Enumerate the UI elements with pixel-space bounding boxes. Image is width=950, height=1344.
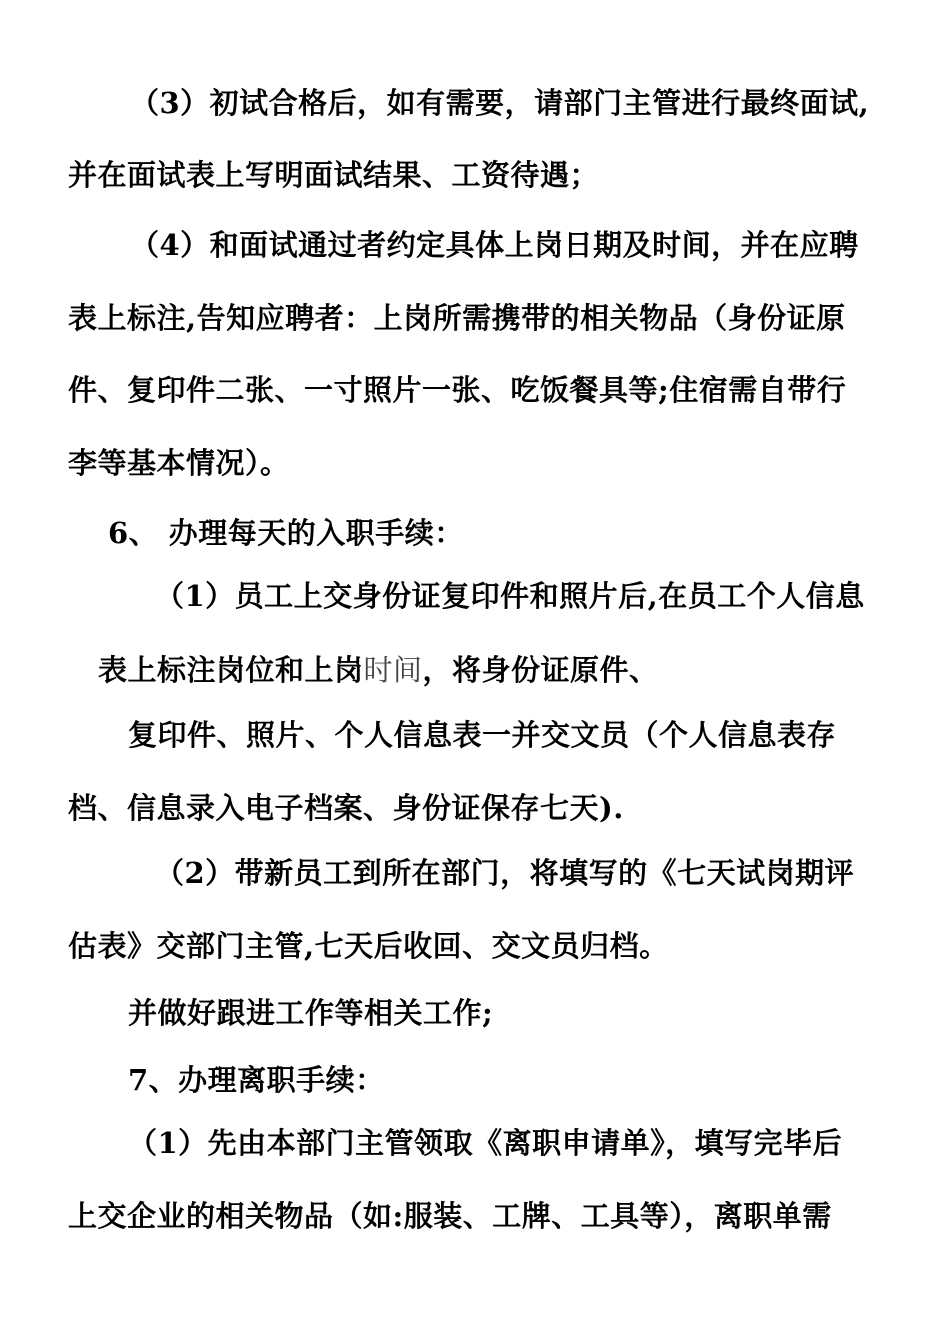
paragraph-4-line-3: 件、复印件二张、一寸照片一张、吃饭餐具等;住宿需自带行: [68, 373, 847, 407]
paragraph-4-line-4: 李等基本情况）。: [68, 446, 290, 480]
paragraph-4-line-2: 表上标注,告知应聘者：上岗所需携带的相关物品（身份证原: [68, 301, 846, 335]
section-7-item-1-line-2: 上交企业的相关物品（如:服装、工牌、工具等），离职单需: [68, 1199, 832, 1233]
line-segment-bold-tail: ，将身份证原件、: [422, 653, 659, 687]
paragraph-3-line-2: 并在面试表上写明面试结果、工资待遇；: [68, 158, 600, 192]
section-6-item-2-line-1: （2）带新员工到所在部门，将填写的《七天试岗期评: [155, 856, 855, 890]
section-7-heading: 7、办理离职手续：: [128, 1063, 385, 1097]
section-6-heading: 6、 办理每天的入职手续：: [108, 516, 464, 550]
section-6-item-1-line-2: [98, 652, 659, 688]
section-6-item-1-line-1: （1）员工上交身份证复印件和照片后,在员工个人信息: [155, 579, 865, 613]
paragraph-4-line-1: （4）和面试通过者约定具体上岗日期及时间，并在应聘: [130, 228, 859, 262]
section-6-item-1-line-3: 复印件、照片、个人信息表一并交文员（个人信息表存: [128, 718, 837, 752]
line-segment-bold: 表上标注岗位和上岗: [98, 653, 364, 687]
section-7-item-1-line-1: （1）先由本部门主管领取《离职申请单》，填写完毕后: [128, 1126, 843, 1160]
section-6-item-1-line-4: 档、信息录入电子档案、身份证保存七天).: [68, 791, 624, 825]
section-6-item-2-line-2: 估表》交部门主管,七天后收回、交文员归档。: [68, 929, 669, 963]
line-segment-light: 时间: [363, 653, 423, 687]
section-6-item-2-line-3: 并做好跟进工作等相关工作;: [128, 996, 494, 1030]
paragraph-3-line-1: （3）初试合格后，如有需要，请部门主管进行最终面试,: [130, 86, 870, 120]
